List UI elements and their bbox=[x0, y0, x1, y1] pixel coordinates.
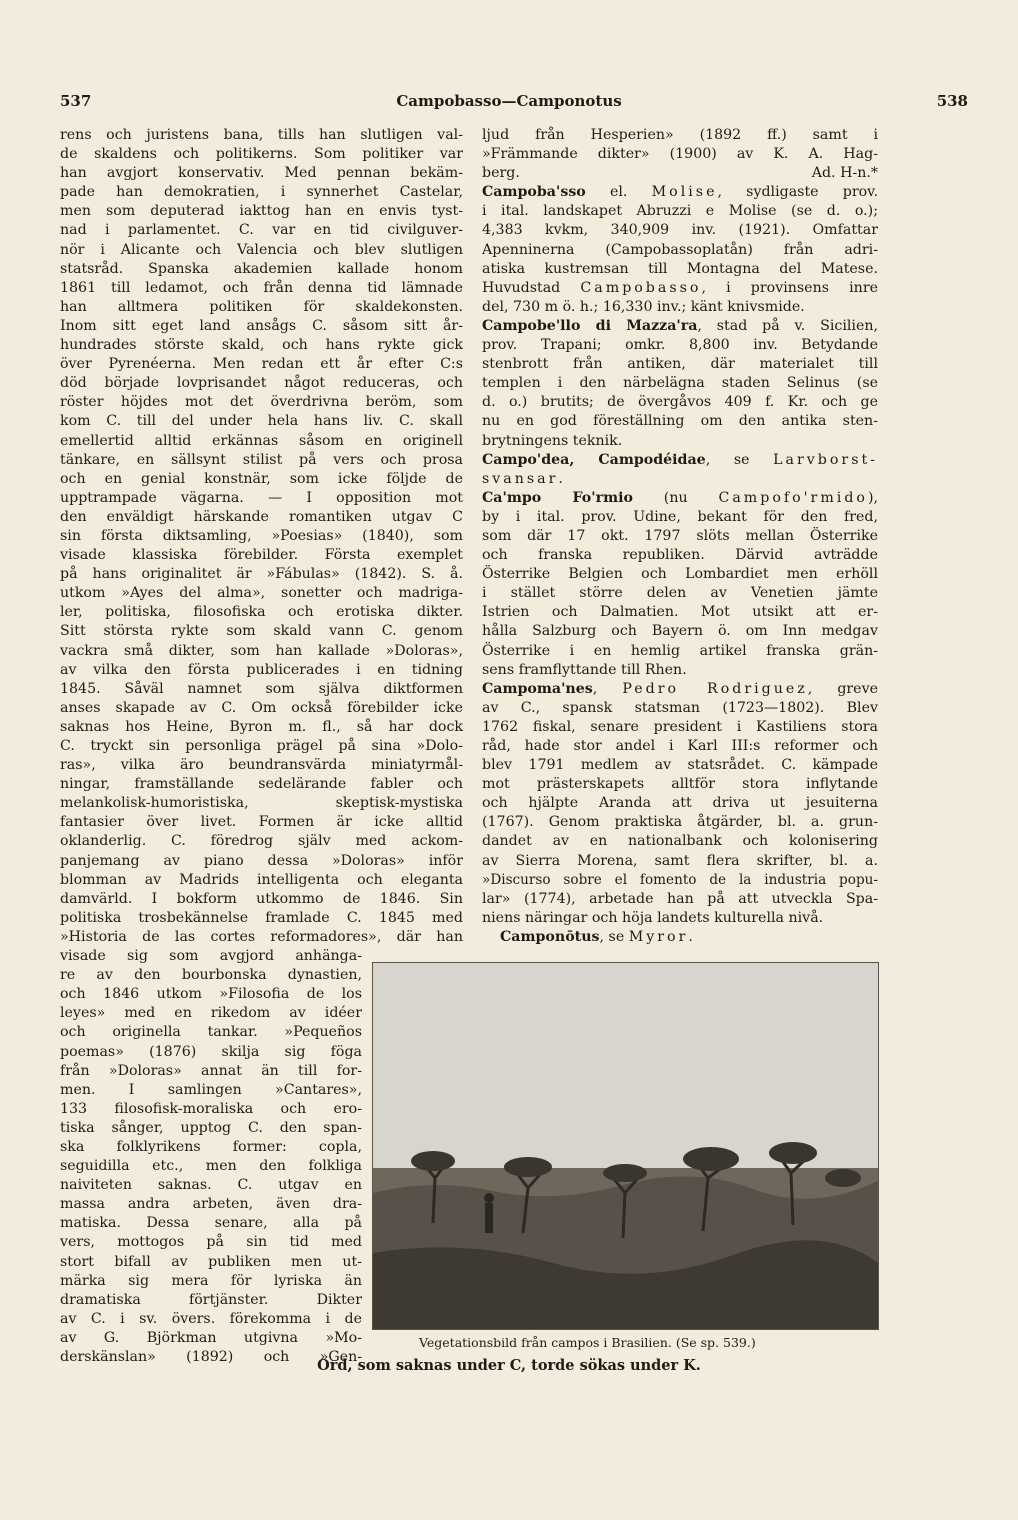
text-line: visade sig som avgjord anhänga- bbox=[60, 948, 362, 965]
text-line: 1861 till ledamot, och från denna tid lämnade bbox=[60, 279, 463, 296]
text-line: 1845. Såväl namnet som själva diktformen bbox=[60, 680, 463, 697]
text-line: märka sig mera för lyriska än bbox=[60, 1272, 362, 1289]
text-line: av Sierra Morena, samt flera skrifter, bl. a. bbox=[482, 852, 878, 869]
text-line: derskänslan» (1892) och »Gen- bbox=[60, 1349, 362, 1365]
text-line: kom C. till del under hela hans liv. C. skall bbox=[60, 413, 463, 430]
text-line: Österrike i en hemlig artikel franska grän- bbox=[482, 642, 878, 659]
text-line: över Pyrenéerna. Men redan ett år efter C:s bbox=[60, 356, 463, 373]
text-line: Istrien och Dalmatien. Mot utsikt att er- bbox=[482, 604, 878, 621]
text-line: mot prästerskapets alltför stora inflytande bbox=[482, 776, 878, 793]
text-line: C. tryckt sin personliga prägel på sina »Dolo- bbox=[60, 738, 463, 754]
text-line: by i ital. prov. Udine, bekant för den fred, bbox=[482, 508, 878, 525]
text-line: dramatiska förtjänster. Dikter bbox=[60, 1291, 362, 1308]
text-fragment: berg. bbox=[482, 165, 520, 182]
text-line: templen i den närbelägna staden Selinus (se bbox=[482, 375, 878, 392]
text-line: politiska trosbekännelse framlade C. 1845 med bbox=[60, 909, 463, 926]
text-line: ler, politiska, filosofiska och erotiska dikter. bbox=[60, 604, 463, 621]
headword: Campoma'nes bbox=[482, 680, 593, 697]
text-line: prov. Trapani; omkr. 8,800 inv. Betydande bbox=[482, 337, 878, 354]
text-line: d. o.) brutits; de övergåvos 409 f. Kr. och ge bbox=[482, 394, 878, 411]
text-line: men som deputerad iakttog han en envis tyst- bbox=[60, 203, 463, 220]
text-line: tänkare, en sällsynt stilist på vers och prosa bbox=[60, 451, 463, 468]
entry-campobasso-line bbox=[482, 183, 878, 202]
text-fragment: . bbox=[558, 470, 563, 487]
text-line: (1767). Genom praktiska åtgärder, bl. a. grun- bbox=[482, 814, 878, 831]
text-line: Apenninerna (Campobassoplatån) från adri- bbox=[482, 241, 878, 258]
text-line: matiska. Dessa senare, alla på bbox=[60, 1215, 362, 1232]
text-line: av C. i sv. övers. förekomma i de bbox=[60, 1310, 362, 1327]
text-line: blomman av Madrids intelligenta och eleganta bbox=[60, 871, 463, 888]
text-line: emellertid alltid erkännas såsom en originell bbox=[60, 432, 463, 449]
text-fragment: , bbox=[592, 680, 623, 697]
text-line: stenbrott från antiken, där materialet till bbox=[482, 356, 878, 373]
text-line: re av den bourbonska dynastien, bbox=[60, 967, 362, 984]
entry-campomanes-line bbox=[482, 680, 878, 699]
text-line: hålla Salzburg och Bayern ö. om Inn medgav bbox=[482, 623, 878, 640]
text-line: 133 filosofisk-moraliska och ero- bbox=[60, 1100, 362, 1117]
text-line: saknas hos Heine, Byron m. fl., så har dock bbox=[60, 718, 463, 735]
text-line: »Discurso sobre el fomento de la industria popu- bbox=[482, 871, 878, 888]
text-line: den enväldigt härskande romantiken utgav C bbox=[60, 508, 463, 525]
spaced-term: Molise bbox=[651, 184, 718, 201]
text-line: råd, hade stor andel i Karl III:s reformer och bbox=[482, 738, 878, 754]
text-line: av C., spansk statsman (1723—1802). Blev bbox=[482, 699, 878, 716]
headword: Campo'dea, Campodéidae bbox=[482, 451, 706, 468]
text-line: och hjälpte Aranda att driva ut jesuiterna bbox=[482, 795, 878, 812]
text-line: niens näringar och höja landets kulturella nivå. bbox=[482, 909, 824, 926]
text-line: upptrampade vägarna. — I opposition mot bbox=[60, 489, 463, 506]
text-line: nu en god föreställning om den antika sten- bbox=[482, 413, 878, 430]
text-line: anses skapade av C. Om också förebilder icke bbox=[60, 699, 463, 716]
text-line: brytningens teknik. bbox=[482, 432, 623, 449]
text-line: blev 1791 medlem av statsrådet. C. kämpade bbox=[482, 757, 878, 774]
text-line: dandet av en nationalbank och kolonisering bbox=[482, 833, 878, 850]
text-fragment: Huvudstad bbox=[482, 279, 581, 296]
text-fragment: , i provinsens inre bbox=[701, 279, 878, 296]
text-fragment: (nu bbox=[632, 489, 719, 506]
text-line: ras», vilka äro beundransvärda miniatyrmål- bbox=[60, 757, 463, 774]
text-line: Sitt största rykte som skald vann C. genom bbox=[60, 623, 463, 640]
text-line: poemas» (1876) skilja sig föga bbox=[60, 1043, 362, 1060]
savanna-illustration bbox=[373, 963, 878, 1329]
text-line: stort bifall av publiken men ut- bbox=[60, 1253, 362, 1270]
spaced-term: Campofo'rmido bbox=[718, 489, 868, 506]
text-line: oklanderlig. C. föredrog själv med ackom- bbox=[60, 833, 463, 850]
text-line: statsråd. Spanska akademien kallade honom bbox=[60, 260, 463, 277]
text-line bbox=[482, 279, 878, 298]
right-column bbox=[482, 126, 878, 947]
text-line: sens framflyttande till Rhen. bbox=[482, 661, 687, 678]
text-line: rens och juristens bana, tills han slutligen val- bbox=[60, 127, 463, 143]
entry-campo-formio-line bbox=[482, 489, 878, 508]
headword: Campobe'llo di Mazza'ra bbox=[482, 317, 698, 334]
text-line: massa andra arbeten, även dra- bbox=[60, 1196, 362, 1213]
spaced-term: Pedro Rodriguez bbox=[622, 680, 808, 697]
page-number-right: 538 bbox=[936, 92, 968, 110]
text-line: och 1846 utkom »Filosofia de los bbox=[60, 986, 362, 1003]
text-line: på hans originalitet är »Fábulas» (1842). S. å. bbox=[60, 566, 463, 583]
text-line: »Främmande dikter» (1900) av K. A. Hag- bbox=[482, 146, 878, 163]
text-line: från »Doloras» annat än till for- bbox=[60, 1062, 362, 1079]
text-line: del, 730 m ö. h.; 16,330 inv.; känt knivsmide. bbox=[482, 298, 805, 315]
cross-reference: Myror bbox=[628, 928, 689, 945]
text-fragment: ), bbox=[867, 489, 878, 506]
spaced-term: Campobasso bbox=[580, 279, 702, 296]
text-line: pade han demokratien, i synnerhet Castelar, bbox=[60, 184, 463, 201]
text-line: vackra små dikter, som han kallade »Doloras», bbox=[60, 642, 463, 659]
text-line: död började lovprisandet något reduceras, och bbox=[60, 375, 463, 392]
text-line: han alltmera politiken för skaldekonsten. bbox=[60, 298, 463, 315]
figure-caption: Vegetationsbild från campos i Brasilien. (Se sp. 539.) bbox=[419, 1335, 756, 1350]
text-line bbox=[482, 470, 878, 489]
text-line: visade klassiska förebilder. Första exemplet bbox=[60, 547, 463, 564]
text-line: och en genial konstnär, som icke följde de bbox=[60, 470, 463, 487]
running-head: Campobasso—Camponotus bbox=[396, 92, 622, 110]
text-line: ljud från Hesperien» (1892 ff.) samt i bbox=[482, 127, 878, 143]
text-line: fantasier över livet. Formen är icke alltid bbox=[60, 814, 463, 831]
text-line: seguidilla etc., men den folkliga bbox=[60, 1158, 362, 1175]
headword: Campoba'sso bbox=[482, 184, 586, 201]
text-line: atiska kustremsan till Montagna del Matese. bbox=[482, 260, 878, 277]
text-line: 4,383 kvkm, 340,909 inv. (1921). Omfattar bbox=[482, 222, 878, 239]
text-line: han avgjort konservativ. Med pennan bekäm- bbox=[60, 165, 463, 182]
headword: Ca'mpo Fo'rmio bbox=[482, 489, 633, 506]
entry-campodea-line bbox=[482, 451, 878, 470]
text-line: hundrades störste skald, och hans rykte gick bbox=[60, 337, 463, 354]
text-line: av G. Björkman utgivna »Mo- bbox=[60, 1329, 362, 1346]
author-signature: Ad. H-n.* bbox=[811, 165, 878, 182]
text-line: damvärld. I bokform utkommo de 1846. Sin bbox=[60, 890, 463, 907]
text-line: sin första diktsamling, »Poesias» (1840), som bbox=[60, 527, 463, 544]
cross-reference: Larvborst- bbox=[773, 451, 878, 468]
text-line: melankolisk-humoristiska, skeptisk-mystiska bbox=[60, 795, 463, 812]
text-line: Inom sitt eget land ansågs C. såsom sitt år- bbox=[60, 317, 463, 334]
text-line: nad i parlamentet. C. var en tid civilguver- bbox=[60, 222, 463, 239]
text-line: tiska sånger, upptog C. den span- bbox=[60, 1119, 362, 1136]
text-line: ningar, framställande sedelärande fabler och bbox=[60, 776, 463, 793]
text-line: av vilka den första publicerades i en tidning bbox=[60, 661, 463, 678]
vegetation-photo bbox=[372, 962, 879, 1330]
headword: Camponōtus bbox=[500, 928, 600, 945]
text-line: vers, mottogos på sin tid med bbox=[60, 1234, 362, 1251]
page-number-left: 537 bbox=[60, 92, 92, 110]
text-line: men. I samlingen »Cantares», bbox=[60, 1081, 362, 1098]
cross-reference: svansar bbox=[482, 470, 559, 487]
text-fragment: , se bbox=[705, 451, 774, 468]
text-line: och franska republiken. Därvid avträdde bbox=[482, 547, 878, 564]
text-line: panjemang av piano dessa »Doloras» inför bbox=[60, 852, 463, 869]
text-line: i stället större delen av Venetien jämte bbox=[482, 585, 878, 602]
text-line: leyes» med en rikedom av idéer bbox=[60, 1005, 362, 1022]
page-footer-note: Ord, som saknas under C, torde sökas under K. bbox=[317, 1357, 701, 1374]
text-line: 1762 fiskal, senare president i Kastiliens stora bbox=[482, 718, 878, 735]
text-line bbox=[482, 164, 878, 183]
text-line: utkom »Ayes del alma», sonetter och madriga- bbox=[60, 585, 463, 602]
text-line: röster höjdes mot det överdrivna beröm, som bbox=[60, 394, 463, 411]
text-line: som där 17 okt. 1797 slöts mellan Österrike bbox=[482, 527, 878, 544]
text-fragment: , sydligaste prov. bbox=[717, 184, 878, 201]
text-line: i ital. landskapet Abruzzi e Molise (se d. o.); bbox=[482, 203, 878, 220]
text-line: »Historia de las cortes reformadores», där han bbox=[60, 928, 463, 945]
text-fragment: , se bbox=[599, 928, 629, 945]
entry-campobello-line bbox=[482, 317, 878, 336]
text-line: naiviteten saknas. C. utgav en bbox=[60, 1177, 362, 1194]
text-line: och originella tankar. »Pequeños bbox=[60, 1024, 362, 1041]
text-line: ska folklyrikens former: copla, bbox=[60, 1138, 362, 1155]
text-line: de skaldens och politikerns. Som politiker var bbox=[60, 146, 463, 163]
entry-camponotus-line bbox=[482, 928, 878, 947]
text-fragment: . bbox=[688, 928, 693, 945]
text-fragment: el. bbox=[585, 184, 652, 201]
text-line: nör i Alicante och Valencia och blev slutligen bbox=[60, 241, 463, 258]
text-fragment: , stad på v. Sicilien, bbox=[697, 317, 878, 334]
text-line: Österrike Belgien och Lombardiet men erhöll bbox=[482, 566, 878, 583]
text-fragment: , greve bbox=[807, 680, 878, 697]
text-line: lar» (1774), arbetade han på att utveckla Spa- bbox=[482, 890, 878, 907]
